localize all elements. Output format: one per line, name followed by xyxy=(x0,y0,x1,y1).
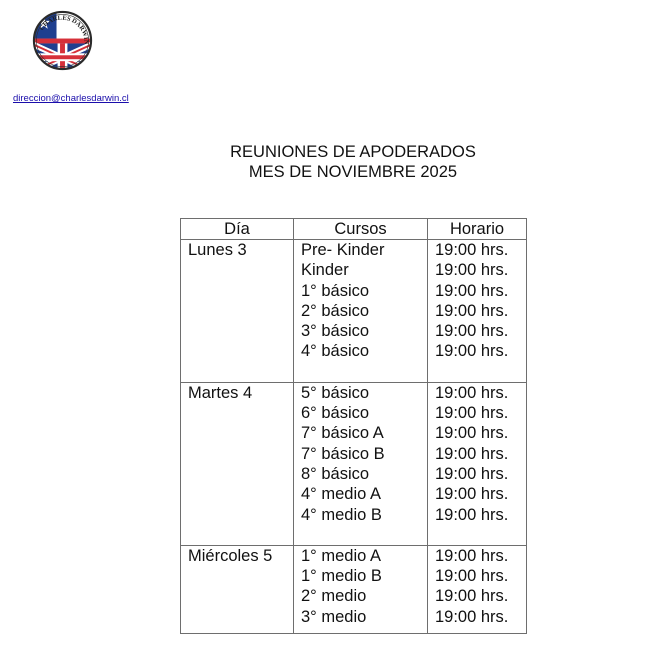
school-logo xyxy=(31,9,94,72)
time-cell xyxy=(428,545,527,633)
course-item: Kinder xyxy=(301,261,349,280)
column-header-dia: Día xyxy=(181,219,294,240)
time-item: 19:00 hrs. xyxy=(435,281,509,300)
time-item: 19:00 hrs. xyxy=(435,404,509,423)
document-subtitle: MES DE NOVIEMBRE 2025 xyxy=(248,163,458,181)
time-item: 19:00 hrs. xyxy=(435,383,509,402)
day-label: Martes 4 xyxy=(188,383,253,402)
time-item: 19:00 hrs. xyxy=(435,546,509,565)
course-item: 7° básico A xyxy=(301,424,384,443)
day-cell xyxy=(181,545,294,633)
courses-cell xyxy=(294,382,428,545)
time-item: 19:00 hrs. xyxy=(435,607,509,626)
courses-cell xyxy=(294,240,428,383)
meetings-table xyxy=(180,218,527,634)
time-item: 19:00 hrs. xyxy=(435,485,509,504)
course-item: 6° básico xyxy=(301,404,370,423)
time-cell xyxy=(428,240,527,383)
time-item: 19:00 hrs. xyxy=(435,587,509,606)
course-item: 1° medio A xyxy=(301,546,381,565)
table-row xyxy=(181,545,527,633)
day-label: Miércoles 5 xyxy=(188,546,273,565)
course-item: 3° básico xyxy=(301,322,370,341)
time-item: 19:00 hrs. xyxy=(435,261,509,280)
day-label: Lunes 3 xyxy=(188,241,247,259)
course-item: 7° básico B xyxy=(301,444,385,463)
time-item: 19:00 hrs. xyxy=(435,301,509,320)
time-item: 19:00 hrs. xyxy=(435,322,509,341)
logo-text: CHARLES DARWIN xyxy=(38,14,90,45)
time-item: 19:00 hrs. xyxy=(435,424,509,443)
time-item: 19:00 hrs. xyxy=(435,241,509,259)
time-item: 19:00 hrs. xyxy=(435,505,509,524)
course-item: 8° básico xyxy=(301,464,370,483)
table-row xyxy=(181,382,527,545)
course-item: 4° básico xyxy=(301,342,370,361)
time-item: 19:00 hrs. xyxy=(435,464,509,483)
course-item: 1° medio B xyxy=(301,567,382,586)
day-cell xyxy=(181,240,294,383)
document-title: REUNIONES DE APODERADOS xyxy=(230,143,476,161)
table-header-row xyxy=(181,219,527,240)
day-cell xyxy=(181,382,294,545)
course-item: Pre- Kinder xyxy=(301,241,385,259)
email-link[interactable]: direccion@charlesdarwin.cl xyxy=(13,93,129,104)
course-item: 2° medio xyxy=(301,587,367,606)
course-item: 5° básico xyxy=(301,383,370,402)
column-header-cursos: Cursos xyxy=(294,219,428,240)
course-item: 2° básico xyxy=(301,301,370,320)
course-item: 3° medio xyxy=(301,607,367,626)
column-header-horario: Horario xyxy=(428,219,527,240)
course-item: 4° medio A xyxy=(301,485,381,504)
course-item: 1° básico xyxy=(301,281,370,300)
time-cell xyxy=(428,382,527,545)
table-row xyxy=(181,240,527,383)
course-item: 4° medio B xyxy=(301,505,382,524)
time-item: 19:00 hrs. xyxy=(435,567,509,586)
school-crest-icon xyxy=(31,9,94,72)
time-item: 19:00 hrs. xyxy=(435,444,509,463)
courses-cell xyxy=(294,545,428,633)
time-item: 19:00 hrs. xyxy=(435,342,509,361)
